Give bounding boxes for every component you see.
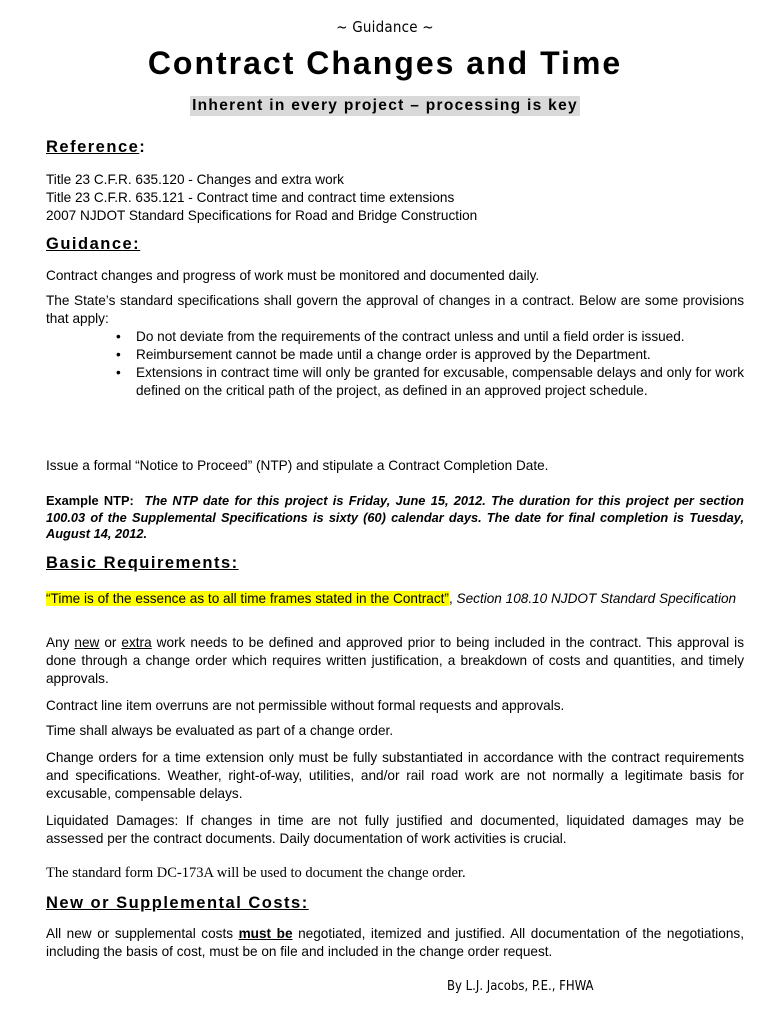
costs-section <box>46 894 744 912</box>
basic-p2-wrap <box>46 697 744 715</box>
text-run: Any <box>46 635 75 650</box>
reference-heading-text: Reference <box>46 138 140 156</box>
basic-heading-text: Basic Requirements: <box>46 554 239 572</box>
guidance-heading <box>46 235 744 253</box>
quote-wrap <box>46 590 744 608</box>
example-ntp <box>46 493 744 543</box>
guidance-paragraph: The State’s standard specifications shall govern the approval of changes in a contract. Below are some provisions that apply: <box>46 293 744 326</box>
basic-paragraph <box>46 634 744 688</box>
costs-heading <box>46 894 744 912</box>
guidance-paragraph: Issue a formal “Notice to Proceed” (NTP) and stipulate a Contract Completion Date. <box>46 458 549 473</box>
costs-paragraph <box>46 925 744 961</box>
underlined-word: extra <box>121 635 152 650</box>
quote-source: Section 108.10 NJDOT Standard Specification <box>456 591 737 606</box>
basic-p6-wrap <box>46 864 744 882</box>
list-item: • Do not deviate from the requirements of the contract unless and until a field order is issued. <box>136 328 744 346</box>
basic-heading <box>46 554 744 572</box>
basic-p4-wrap <box>46 749 744 803</box>
reference-heading: Reference: <box>46 138 147 156</box>
highlighted-quote: “Time is of the essence as to all time frames stated in the Contract” <box>46 591 449 606</box>
text-run: work needs to be defined and approved prior to being included in the contract. This approval is done through a change order which requires written justification, a breakdown of costs and quantities, and timely approvals. <box>46 635 745 686</box>
ntp-text: The NTP date for this project is Friday, June 15, 2012. The duration for this project per section 100.03 of the Supplemental Specifications is sixty (60) calendar days. The date for final completion is Tuesday, August 14, 2012. <box>46 493 744 541</box>
author-byline: By L.J. Jacobs, P.E., FHWA <box>447 979 594 994</box>
provisions-list <box>46 328 744 400</box>
form-note: The standard form DC-173A will be used to document the change order. <box>46 865 466 881</box>
list-item: • Reimbursement cannot be made until a change order is approved by the Department. <box>136 346 744 364</box>
costs-p1-wrap <box>46 925 744 961</box>
reference-section <box>46 138 744 156</box>
guidance-section <box>46 235 744 253</box>
basic-paragraph: Contract line item overruns are not permissible without formal requests and approvals. <box>46 698 565 713</box>
basic-p1-wrap <box>46 634 744 688</box>
reference-line: 2007 NJDOT Standard Specifications for Road and Bridge Construction <box>46 208 478 223</box>
reference-line: Title 23 C.F.R. 635.121 - Contract time and contract time extensions <box>46 190 455 205</box>
basic-paragraph: Change orders for a time extension only must be fully substantiated in accordance with the contract requirements and specifications. Weather, right-of-way, utilities, and/or rail road work are not normally a legitimate basis for excusable, compensable delays. <box>46 750 744 801</box>
guidance-p1-wrap <box>46 267 744 285</box>
basic-section <box>46 554 744 572</box>
list-item: • Extensions in contract time will only be granted for excusable, compensable delays and only for work defined on the critical path of the project, as defined in an approved project schedule. <box>136 364 744 400</box>
basic-paragraph: Liquidated Damages: If changes in time are not fully justified and documented, liquidated damages may be assessed per the contract documents. Daily documentation of work activities is crucial. <box>46 813 744 846</box>
guidance-paragraph: Contract changes and progress of work must be monitored and documented daily. <box>46 268 540 283</box>
emphasis-text: must be <box>238 926 293 941</box>
basic-p3-wrap <box>46 722 744 740</box>
page-subtitle: Inherent in every project – processing is key <box>192 97 578 114</box>
underlined-word: new <box>74 635 100 650</box>
reference-line: Title 23 C.F.R. 635.120 - Changes and extra work <box>46 172 344 187</box>
basic-paragraph: Time shall always be evaluated as part of a change order. <box>46 723 394 738</box>
basic-p5-wrap <box>46 812 744 848</box>
ntp-label: Example NTP: <box>46 493 134 508</box>
guidance-p3-wrap <box>46 457 744 475</box>
time-quote-paragraph <box>46 590 744 608</box>
guidance-kicker: ~ Guidance ~ <box>336 18 434 36</box>
guidance-heading-text: Guidance: <box>46 235 141 253</box>
subtitle-wrap <box>0 96 770 116</box>
text-run: or <box>99 635 122 650</box>
costs-heading-text: New or Supplemental Costs: <box>46 894 309 912</box>
guidance-p2-wrap <box>46 292 744 400</box>
text-run: All new or supplemental costs <box>46 926 239 941</box>
page-title: Contract Changes and Time <box>147 45 623 81</box>
text-run: negotiated, itemized and justified. All documentation of the negotiations, including the basis of cost, must be on file and included in the change order request. <box>46 926 744 959</box>
reference-list <box>46 171 744 225</box>
quote-separator: , <box>448 591 457 606</box>
